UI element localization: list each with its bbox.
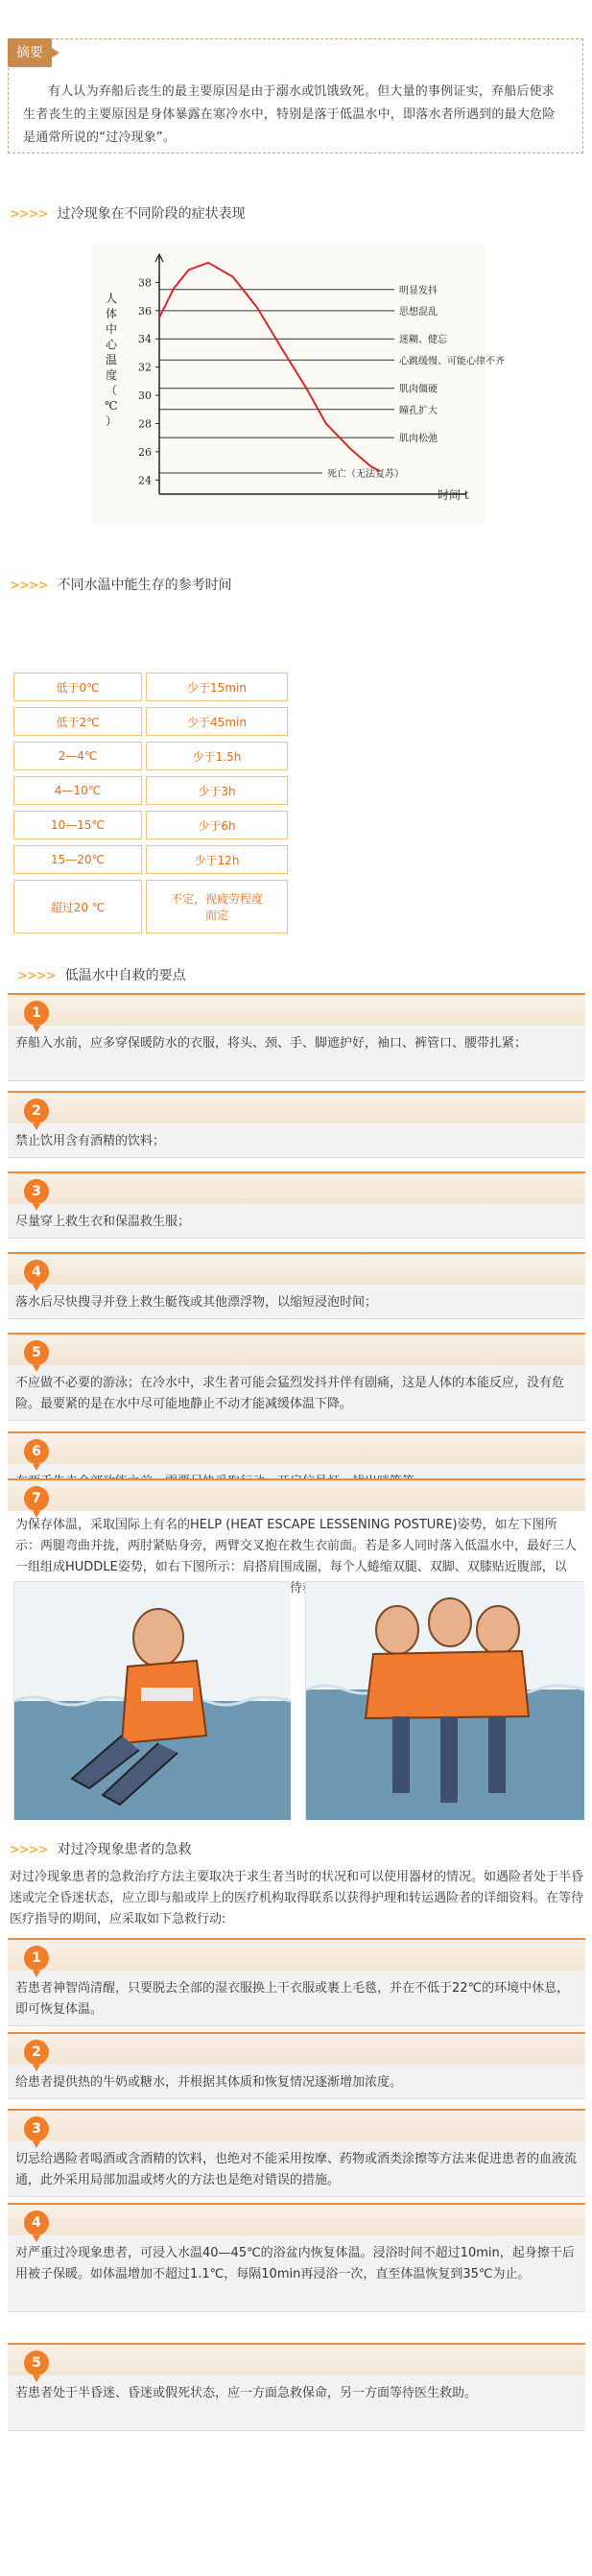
arrows-icon: >>>> — [17, 969, 56, 983]
step-text: 对严重过冷现象患者，可浸入水温40—45℃的浴盆内恢复体温。浸浴时间不超过10min，起身擦干后用被子保暖。如体温增加不超过1.1℃，每隔10min再浸浴一次，直至体温恢复到35℃为止。 — [8, 2235, 585, 2312]
table-row — [13, 673, 288, 701]
time-cell: 少于45min — [146, 707, 288, 736]
table-row — [13, 776, 288, 805]
abstract-text: 有人认为弃船后丧生的最主要原因是由于溺水或饥饿致死。但大量的事例证实，弃船后使求生者丧生的主要原因是身体暴露在寒冷水中，特别是落于低温水中，即落水者所遇到的最大危险是通常所说的“过冷现象”。 — [23, 84, 556, 145]
level-label: 肌肉松弛 — [399, 434, 438, 445]
temp-cell: 低于0℃ — [13, 673, 142, 701]
step-header — [8, 1333, 585, 1365]
section-title-text: 对过冷现象患者的急救 — [57, 1842, 192, 1857]
section-title-symptoms — [10, 203, 246, 223]
firstaid-step — [8, 2109, 585, 2197]
time-cell: 少于15min — [146, 673, 288, 701]
y-tick-label: 38 — [138, 276, 152, 290]
help-posture-illustration — [13, 1581, 290, 1819]
level-label: 肌肉僵硬 — [399, 384, 438, 395]
y-tick-label: 24 — [138, 474, 152, 487]
step-number: 2 — [24, 2040, 49, 2065]
selfrescue-step — [8, 1333, 585, 1421]
arrows-icon: >>>> — [10, 579, 48, 593]
step-number: 5 — [24, 2351, 49, 2375]
step-number: 1 — [24, 1946, 49, 1971]
step-header — [8, 2109, 585, 2141]
step-number: 3 — [24, 2116, 49, 2141]
step-text: 弃船入水前，应多穿保暖防水的衣服，将头、颈、手、脚遮护好，袖口、裤管口、腰带扎紧； — [8, 1026, 585, 1081]
step-text: 为保存体温，采取国际上有名的HELP (HEAT ESCAPE LESSENING POSTURE)姿势，如左下图所示：两腿弯曲并拢，两肘紧贴身旁，两臂交叉抱在救生衣前面。若是多人同时落入低温水中，最好三人一组组成HUDDLE姿势，如右下图所示：肩搭肩围成圈，每个人蜷缩双腿、双脚、双膝贴近腹部，以 待 — [8, 1511, 585, 1607]
step-header — [8, 1171, 585, 1204]
temp-cell: 4—10℃ — [13, 776, 142, 805]
table-row — [13, 811, 288, 839]
y-tick-label: 26 — [138, 445, 152, 459]
temperature-curve — [159, 263, 380, 472]
section-title-survival — [10, 575, 232, 594]
step-header — [8, 2203, 585, 2235]
y-axis-label-char: （ — [105, 384, 118, 397]
temp-cell: 15—20℃ — [13, 845, 142, 874]
selfrescue-step — [8, 1171, 585, 1239]
step-header — [8, 1091, 585, 1123]
y-tick-label: 36 — [138, 304, 152, 318]
y-axis-label-char: 中 — [105, 322, 118, 336]
step-header — [8, 1431, 585, 1464]
y-tick-label: 34 — [138, 333, 152, 346]
y-axis-label-char: 人 — [105, 292, 118, 305]
step-header — [8, 1938, 585, 1971]
step-text: 切忌给遇险者喝酒或含酒精的饮料，也绝对不能采用按摩、药物或酒类涂擦等方法来促进患者的血液流通，此外采用局部加温或烤火的方法也是绝对错误的措施。 — [8, 2141, 585, 2197]
arrows-icon: >>>> — [10, 207, 48, 222]
y-axis-label-char: ℃ — [105, 399, 118, 413]
time-cell: 少于12h — [146, 845, 288, 874]
step-header — [8, 2032, 585, 2065]
section-title-firstaid — [10, 1839, 192, 1858]
step-text: 禁止饮用含有酒精的饮料； — [8, 1123, 585, 1158]
step-number: 1 — [24, 1001, 49, 1026]
temp-cell: 低于2℃ — [13, 707, 142, 736]
y-axis-label-char: ） — [105, 414, 118, 428]
section-title-text: 低温水中自救的要点 — [64, 968, 186, 983]
firstaid-step — [8, 2343, 585, 2431]
table-row — [13, 707, 288, 736]
firstaid-step — [8, 1938, 585, 2026]
table-row — [13, 742, 288, 770]
temperature-chart — [92, 245, 505, 523]
selfrescue-step — [8, 1091, 585, 1158]
time-cell: 少于1.5h — [146, 742, 288, 770]
level-label: 思想混乱 — [399, 306, 438, 318]
level-label: 死亡（无法复苏） — [327, 468, 404, 480]
step-header — [8, 1252, 585, 1285]
selfrescue-step — [8, 1252, 585, 1319]
time-cell: 少于6h — [146, 811, 288, 839]
step-number: 6 — [24, 1439, 49, 1464]
table-row — [13, 845, 288, 874]
level-label: 瞳孔扩大 — [399, 405, 438, 416]
step-header — [8, 2343, 585, 2375]
step-number: 2 — [24, 1099, 49, 1123]
step-number: 7 — [24, 1486, 49, 1511]
y-tick-label: 32 — [138, 361, 152, 374]
step-header — [8, 993, 585, 1026]
temp-cell: 2—4℃ — [13, 742, 142, 770]
time-cell: 不定，视疲劳程度而定 — [146, 880, 288, 934]
step-text: 尽量穿上救生衣和保温救生服； — [8, 1204, 585, 1239]
firstaid-step — [8, 2032, 585, 2099]
time-cell: 少于3h — [146, 776, 288, 805]
abstract-tag: 摘要 — [8, 38, 52, 67]
section-title-text: 过冷现象在不同阶段的症状表现 — [57, 206, 246, 222]
step-text: 若患者处于半昏迷、昏迷或假死状态，应一方面急救保命，另一方面等待医生救助。 — [8, 2375, 585, 2431]
selfrescue-step — [8, 993, 585, 1081]
step-number: 4 — [24, 1260, 49, 1285]
step-text: 落水后尽快搜寻并登上救生艇筏或其他漂浮物，以缩短浸泡时间； — [8, 1285, 585, 1319]
y-axis-label-char: 度 — [105, 368, 118, 382]
y-axis-label-char: 温 — [105, 353, 118, 366]
y-tick-label: 30 — [138, 390, 152, 403]
step-header — [8, 1478, 585, 1511]
temp-cell: 10—15℃ — [13, 811, 142, 839]
step-text: 若患者神智尚清醒，只要脱去全部的湿衣服换上干衣服或裹上毛毯，并在不低于22℃的环境中休息，即可恢复体温。 — [8, 1971, 585, 2026]
step-text: 不应做不必要的游泳；在冷水中，求生者可能会猛烈发抖并伴有剧痛，这是人体的本能反应，没有危险。最要紧的是在水中尽可能地静止不动才能减缓体温下降。 — [8, 1365, 585, 1421]
y-tick-label: 28 — [138, 417, 152, 431]
step-number: 4 — [24, 2210, 49, 2235]
firstaid-intro: 对过冷现象患者的急救治疗方法主要取决于求生者当时的状况和可以使用器材的情况。如遇险者处于半昏迷或完全昏迷状态，应立即与船或岸上的医疗机构取得联系以获得护理和转运遇险者的详细资料。在等待医疗指导的期间，应采取如下急救行动: — [10, 1870, 584, 1926]
chart-svg — [92, 245, 505, 523]
step-number: 3 — [24, 1179, 49, 1204]
temp-cell: 超过20 ℃ — [13, 880, 142, 934]
arrows-icon: >>>> — [10, 1843, 48, 1857]
x-axis-label: 时间 t — [438, 488, 469, 502]
huddle-posture-illustration — [305, 1581, 583, 1819]
section-title-text: 不同水温中能生存的参考时间 — [57, 578, 232, 593]
step-number: 5 — [24, 1340, 49, 1365]
level-label: 明显发抖 — [399, 285, 438, 296]
y-axis-label-char: 体 — [105, 307, 118, 320]
survival-table — [10, 667, 292, 939]
y-axis-label-char: 心 — [105, 338, 118, 351]
step-text: 给患者提供热的牛奶或糖水，并根据其体质和恢复情况逐渐增加浓度。 — [8, 2065, 585, 2099]
section-title-selfrescue — [17, 965, 186, 984]
level-label: 迷糊、健忘 — [399, 335, 447, 346]
level-label: 心跳缓慢、可能心律不齐 — [399, 356, 505, 367]
firstaid-step — [8, 2203, 585, 2312]
table-row — [13, 880, 288, 934]
